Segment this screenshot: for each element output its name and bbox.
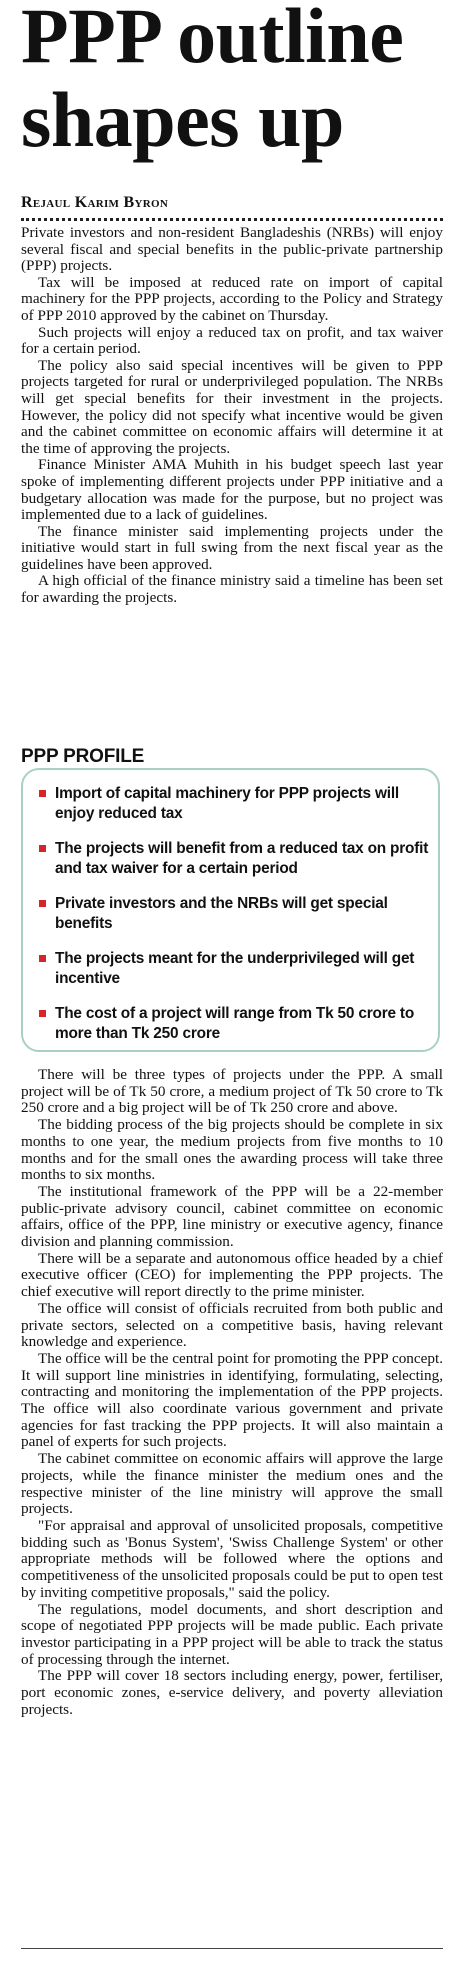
bullet-square-icon — [39, 845, 46, 852]
paragraph: "For appraisal and approval of unsolicited proposals, competitive bidding such as 'Bonus System', 'Swiss Challenge System' or other appropriate methods will be followed where the options and competitiveness of the unsolicited proposals could be put to open test by inviting competitive proposals," said the policy. — [21, 1516, 443, 1601]
bullet-square-icon — [39, 955, 46, 962]
profile-item-text: The projects meant for the underprivileged will get incentive — [55, 950, 415, 987]
profile-item — [37, 949, 432, 989]
paragraph: The office will consist of officials recruited from both public and private sectors, selected on a competitive basis, having relevant knowledge and experience. — [21, 1299, 443, 1351]
bullet-square-icon — [39, 900, 46, 907]
paragraph: A high official of the finance ministry said a timeline has been set for awarding the projects. — [21, 572, 443, 607]
profile-item — [37, 1004, 432, 1044]
paragraph: The institutional framework of the PPP will be a 22-member public-private advisory council, cabinet committee on economic affairs, office of the PPP, line ministry or executive agency, finance division and planning commission. — [21, 1182, 443, 1251]
dotted-divider — [21, 218, 443, 221]
paragraph: The bidding process of the big projects should be complete in six months to one year, the medium projects from five months to 10 months and for the small ones the awarding process will take three months to six months. — [21, 1116, 443, 1184]
article-body-bottom — [21, 1067, 443, 1718]
headline-line-2: shapes up — [21, 76, 344, 163]
paragraph: Such projects will enjoy a reduced tax on profit, and tax waiver for a certain period. — [21, 323, 443, 358]
profile-item — [37, 894, 432, 934]
paragraph: The finance minister said implementing projects under the initiative would start in full swing from the next fiscal year as the guidelines have been approved. — [21, 522, 443, 573]
headline — [21, 0, 443, 162]
profile-list — [37, 784, 432, 1059]
end-divider — [21, 1948, 443, 1949]
paragraph: There will be three types of projects under the PPP. A small project will be of Tk 50 crore, a medium project of Tk 50 crore to Tk 250 crore and a big project will be of Tk 250 crore and above. — [21, 1066, 443, 1117]
paragraph: There will be a separate and autonomous office headed by a chief executive officer (CEO) for implementing the PPP projects. The chief executive will report directly to the prime minister. — [21, 1249, 443, 1301]
article-body-top — [21, 225, 443, 607]
paragraph: The regulations, model documents, and short description and scope of negotiated PPP projects will be made public. Each private investor participating in a PPP project will be able to track the status of processing through the internet. — [21, 1600, 443, 1668]
profile-item — [37, 839, 432, 879]
paragraph: Tax will be imposed at reduced rate on import of capital machinery for the PPP projects, according to the Policy and Strategy of PPP 2010 approved by the cabinet on Thursday. — [21, 273, 443, 324]
paragraph: The PPP will cover 18 sectors including energy, power, fertiliser, port economic zones, e-service delivery, and poverty alleviation projects. — [21, 1667, 443, 1718]
byline: Rejaul Karim Byron — [21, 194, 169, 211]
paragraph: The cabinet committee on economic affairs will approve the large projects, while the finance minister the medium ones and the respective minister of the line ministry will approve the small projects. — [21, 1450, 443, 1518]
paragraph: The office will be the central point for promoting the PPP concept. It will support line ministries in identifying, formulating, selecting, contracting and monitoring the implementation of the PPP projects. The office will also coordinate various government and private agencies for fast tracking the PPP projects. It will also maintain a panel of experts for such projects. — [21, 1349, 443, 1451]
headline-line-1: PPP outline — [21, 0, 404, 79]
paragraph: The policy also said special incentives will be given to PPP projects targeted for rural or underprivileged population. The NRBs will get special benefits for their investment in the projects. However, the policy did not specify what incentive would be given and the cabinet committee on economic affairs will determine it at the time of approving the projects. — [21, 356, 443, 457]
bullet-square-icon — [39, 790, 46, 797]
profile-title: PPP PROFILE — [21, 746, 145, 767]
profile-box — [21, 768, 440, 1052]
profile-item-text: The cost of a project will range from Tk 50 crore to more than Tk 250 crore — [55, 1005, 415, 1042]
profile-item-text: The projects will benefit from a reduced tax on profit and tax waiver for a certain period — [55, 840, 429, 877]
profile-item — [37, 784, 432, 824]
profile-item-text: Import of capital machinery for PPP projects will enjoy reduced tax — [55, 785, 399, 822]
bullet-square-icon — [39, 1010, 46, 1017]
profile-item-text: Private investors and the NRBs will get special benefits — [55, 895, 388, 932]
paragraph: Finance Minister AMA Muhith in his budget speech last year spoke of implementing different projects under PPP initiative and a budgetary allocation was made for the purpose, but no project was implemented due to a lack of guidelines. — [21, 456, 443, 524]
paragraph: Private investors and non-resident Bangladeshis (NRBs) will enjoy several fiscal and special benefits in the public-private partnership (PPP) projects. — [21, 224, 443, 275]
